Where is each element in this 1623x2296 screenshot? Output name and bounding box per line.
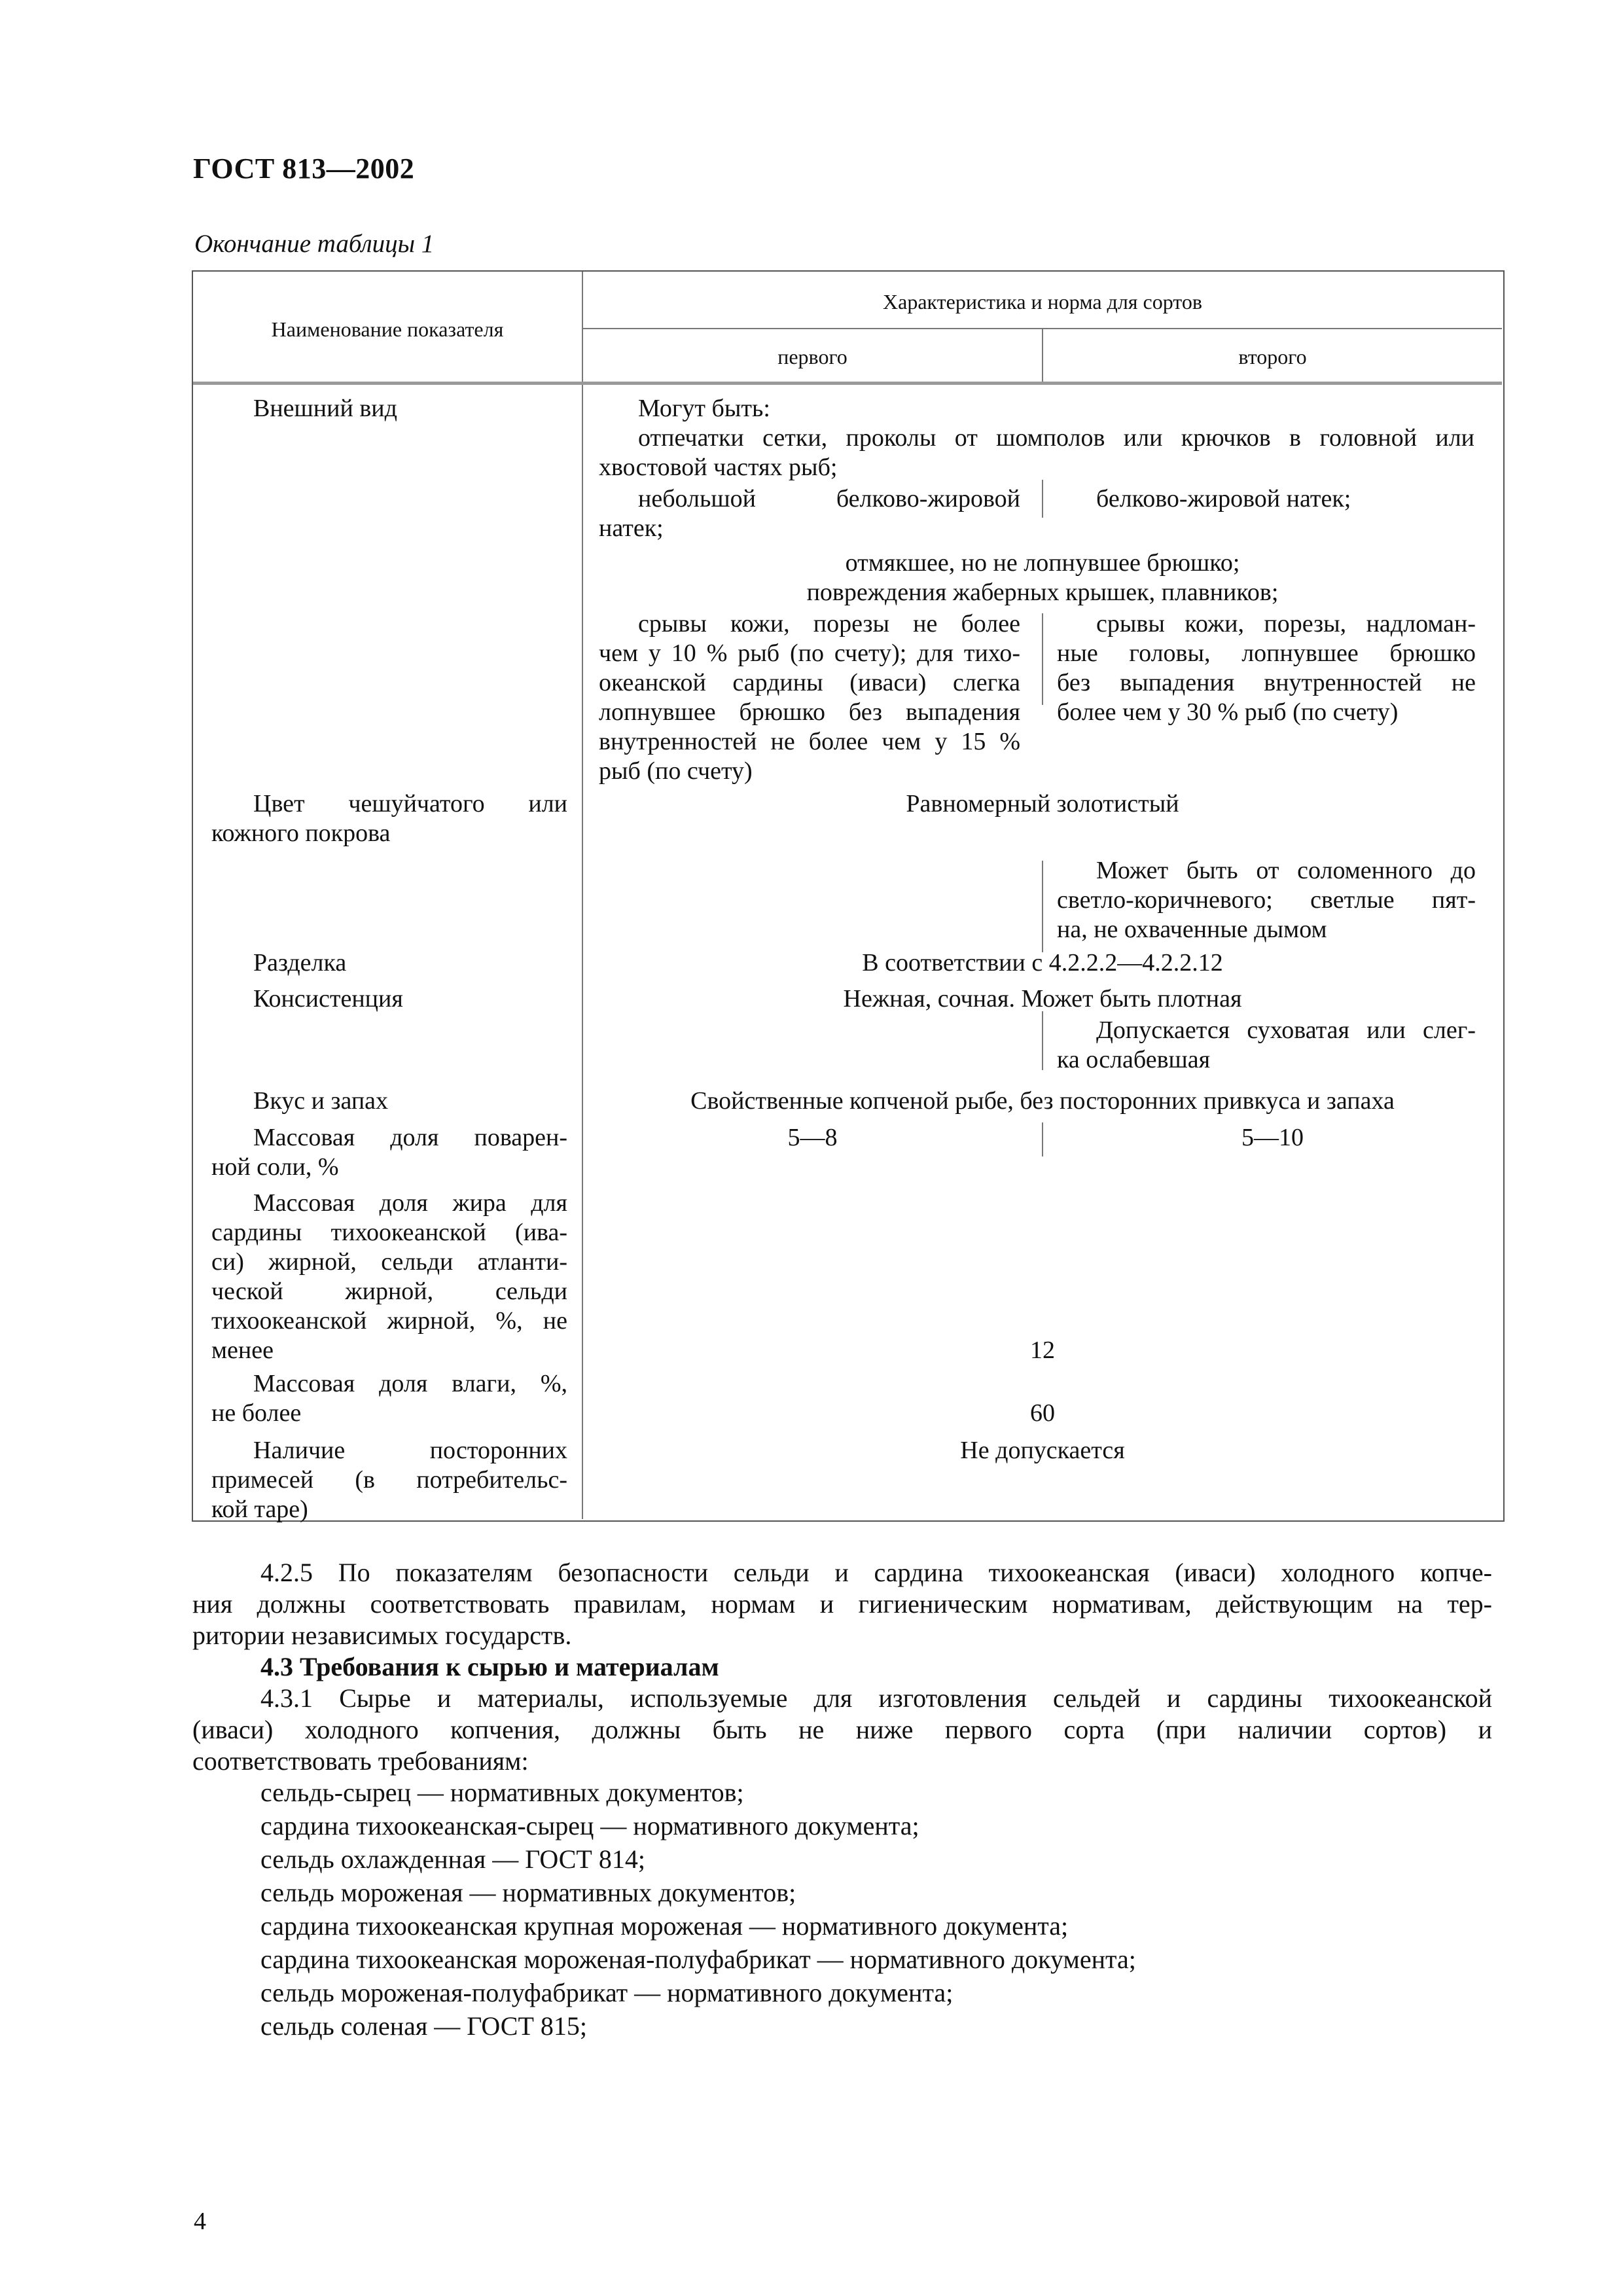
cutting-common: В соответствии с 4.2.2.2—4.2.2.12 <box>862 949 1223 977</box>
list-item: сардина тихоокеанская-сырец — нормативного документа; <box>260 1811 919 1840</box>
row-impurities-name-1: примесей (в потребительс- <box>211 1466 567 1494</box>
col-divider-name <box>582 272 583 1519</box>
split-divider-consistency <box>1042 1011 1043 1070</box>
appearance-second-leak: белково-жировой натек; <box>1096 485 1351 512</box>
appearance-belly: отмякшее, но не лопнувшее брюшко; <box>845 549 1240 577</box>
row-taste-name: Вкус и запах <box>253 1087 389 1115</box>
row-color-name-line1: Цвет чешуйчатого или <box>253 790 567 817</box>
color-second-0: Может быть от соломенного до <box>1096 857 1476 884</box>
appearance-prints-line2: хвостовой частях рыб; <box>599 454 838 481</box>
section-4-3-heading: 4.3 Требования к сырью и материалам <box>260 1652 719 1681</box>
row-cutting-name: Разделка <box>253 949 347 977</box>
list-item: сельдь охлажденная — ГОСТ 814; <box>260 1844 645 1874</box>
moisture-value: 60 <box>1030 1399 1055 1427</box>
row-fat-name-2: си) жирной, сельди атланти- <box>211 1248 567 1276</box>
paragraph-4-2-5-line2: ния должны соответствовать правилам, нормам и гигиеническим нормативам, действующим на тер- <box>192 1589 1492 1619</box>
appearance-first-leak-line1: небольшой белково-жировой <box>638 485 1020 512</box>
row-impurities-name-2: кой таре) <box>211 1496 308 1523</box>
paragraph-4-3-1-line3: соответствовать требованиям: <box>192 1746 529 1776</box>
header-indicator-name: Наименование показателя <box>271 317 504 341</box>
row-appearance-name: Внешний вид <box>253 395 397 422</box>
row-moisture-name-line1: Массовая доля влаги, %, <box>253 1370 567 1397</box>
page-number: 4 <box>194 2208 206 2235</box>
row-fat-name-1: сардины тихоокеанской (ива- <box>211 1219 567 1246</box>
fat-value: 12 <box>1030 1336 1055 1364</box>
paragraph-4-2-5-line3: ритории независимых государств. <box>192 1621 572 1650</box>
appearance-first-leak-line2: натек; <box>599 514 664 542</box>
row-fat-name-4: тихоокеанской жирной, %, не <box>211 1307 567 1335</box>
appearance-second-skin-2: без выпадения внутренностей не <box>1057 669 1476 696</box>
row-color-name-line2: кожного покрова <box>211 819 391 847</box>
paragraph-4-3-1-line2: (иваси) холодного копчения, должны быть не ниже первого сорта (при наличии сортов) и <box>192 1715 1492 1744</box>
taste-common: Свойственные копченой рыбе, без посторонних привкуса и запаха <box>690 1087 1395 1115</box>
list-item: сардина тихоокеанская крупная мороженая — нормативного документа; <box>260 1911 1069 1941</box>
appearance-first-skin-3: лопнувшее брюшко без выпадения <box>599 698 1020 726</box>
paragraph-4-3-1-line1: 4.3.1 Сырье и материалы, используемые для изготовления сельдей и сардины тихоокеанской <box>260 1683 1492 1713</box>
table-caption: Окончание таблицы 1 <box>194 230 435 258</box>
consistency-second-1: ка ослабевшая <box>1057 1046 1211 1073</box>
appearance-second-skin-1: ные головы, лопнувшее брюшко <box>1057 639 1476 667</box>
document-code: ГОСТ 813—2002 <box>193 152 415 185</box>
salt-second: 5—10 <box>1241 1124 1304 1151</box>
paragraph-4-2-5-line1: 4.2.5 По показателям безопасности сельди и сардина тихоокеанская (иваси) холодного копче- <box>260 1558 1492 1587</box>
list-item: сардина тихоокеанская мороженая-полуфабрикат — нормативного документа; <box>260 1945 1136 1974</box>
row-impurities-name-0: Наличие посторонних <box>253 1437 567 1464</box>
row-fat-name-5: менее <box>211 1336 274 1364</box>
consistency-second-0: Допускается суховатая или слег- <box>1096 1016 1476 1044</box>
split-divider-color <box>1042 861 1043 952</box>
appearance-first-skin-2: океанской сардины (иваси) слегка <box>599 669 1020 696</box>
consistency-common: Нежная, сочная. Может быть плотная <box>843 985 1242 1013</box>
header-second-grade: второго <box>1238 345 1307 368</box>
salt-first: 5—8 <box>787 1124 838 1151</box>
header-bottom-rule <box>193 382 1502 385</box>
color-common: Равномерный золотистый <box>906 790 1179 817</box>
split-divider-skin <box>1042 613 1043 705</box>
row-salt-name-line1: Массовая доля поварен- <box>253 1124 567 1151</box>
list-item: сельдь мороженая — нормативных документов; <box>260 1878 796 1907</box>
list-item: сельдь мороженая-полуфабрикат — нормативного документа; <box>260 1978 954 2007</box>
header-grades: Характеристика и норма для сортов <box>883 290 1202 314</box>
row-moisture-name-line2: не более <box>211 1399 302 1427</box>
appearance-prints-line1: отпечатки сетки, проколы от шомполов или крючков в головной или <box>638 424 1474 452</box>
row-fat-name-0: Массовая доля жира для <box>253 1189 567 1217</box>
appearance-second-skin-0: срывы кожи, порезы, надломан- <box>1096 610 1476 637</box>
split-divider-leak <box>1042 480 1043 518</box>
appearance-gills: повреждения жаберных крышек, плавников; <box>806 579 1279 606</box>
appearance-first-skin-1: чем у 10 % рыб (по счету); для тихо- <box>599 639 1020 667</box>
row-salt-name-line2: ной соли, % <box>211 1153 339 1181</box>
appearance-first-skin-4: внутренностей не более чем у 15 % <box>599 728 1020 755</box>
appearance-second-skin-3: более чем у 30 % рыб (по счету) <box>1057 698 1399 726</box>
list-item: сельдь соленая — ГОСТ 815; <box>260 2011 588 2041</box>
appearance-may-be: Могут быть: <box>638 395 770 422</box>
appearance-first-skin-0: срывы кожи, порезы не более <box>638 610 1020 637</box>
header-first-grade: первого <box>777 345 847 368</box>
list-item: сельдь-сырец — нормативных документов; <box>260 1778 744 1807</box>
color-second-2: на, не охваченные дымом <box>1057 916 1327 943</box>
color-second-1: светло-коричневого; светлые пят- <box>1057 886 1476 914</box>
data-table <box>192 270 1505 1522</box>
row-consistency-name: Консистенция <box>253 985 403 1013</box>
impurities-value: Не допускается <box>960 1437 1125 1464</box>
appearance-first-skin-5: рыб (по счету) <box>599 757 753 785</box>
row-fat-name-3: ческой жирной, сельди <box>211 1278 567 1305</box>
